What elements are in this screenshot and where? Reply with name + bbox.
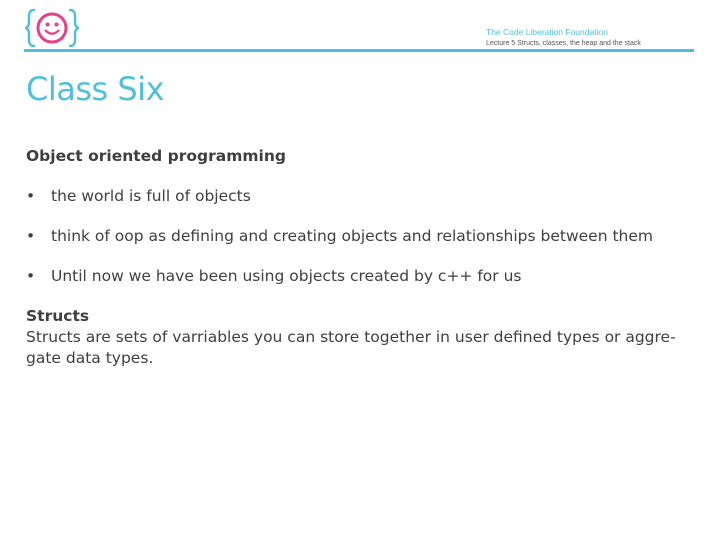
lecture-subtitle: Lecture 5 Structs, classes, the heap and the stack: [486, 39, 641, 47]
slide-title: Class Six: [26, 70, 164, 108]
bullet-text: think of oop as defining and creating objects and relationships between them: [51, 227, 653, 245]
bullet-dot-icon: •: [26, 187, 36, 205]
section-heading-oop: Object oriented programming: [26, 147, 286, 165]
header-org-block: [486, 28, 686, 48]
code-liberation-logo-icon: [24, 6, 80, 50]
header-divider: [24, 49, 694, 52]
slide-content: [26, 146, 696, 369]
org-name: The Code Liberation Foundation: [486, 27, 608, 37]
bullet-dot-icon: •: [26, 227, 36, 245]
list-item: [26, 266, 696, 287]
section-heading-structs: Structs: [26, 307, 90, 325]
bullet-dot-icon: •: [26, 267, 36, 285]
structs-description: Structs are sets of varriables you can store together in user defined types or aggre-gate data types.: [26, 328, 676, 367]
bullet-list: [26, 186, 696, 287]
bullet-text: the world is full of objects: [51, 187, 251, 205]
list-item: [26, 226, 696, 247]
list-item: [26, 186, 696, 207]
bullet-text: Until now we have been using objects created by c++ for us: [51, 267, 522, 285]
